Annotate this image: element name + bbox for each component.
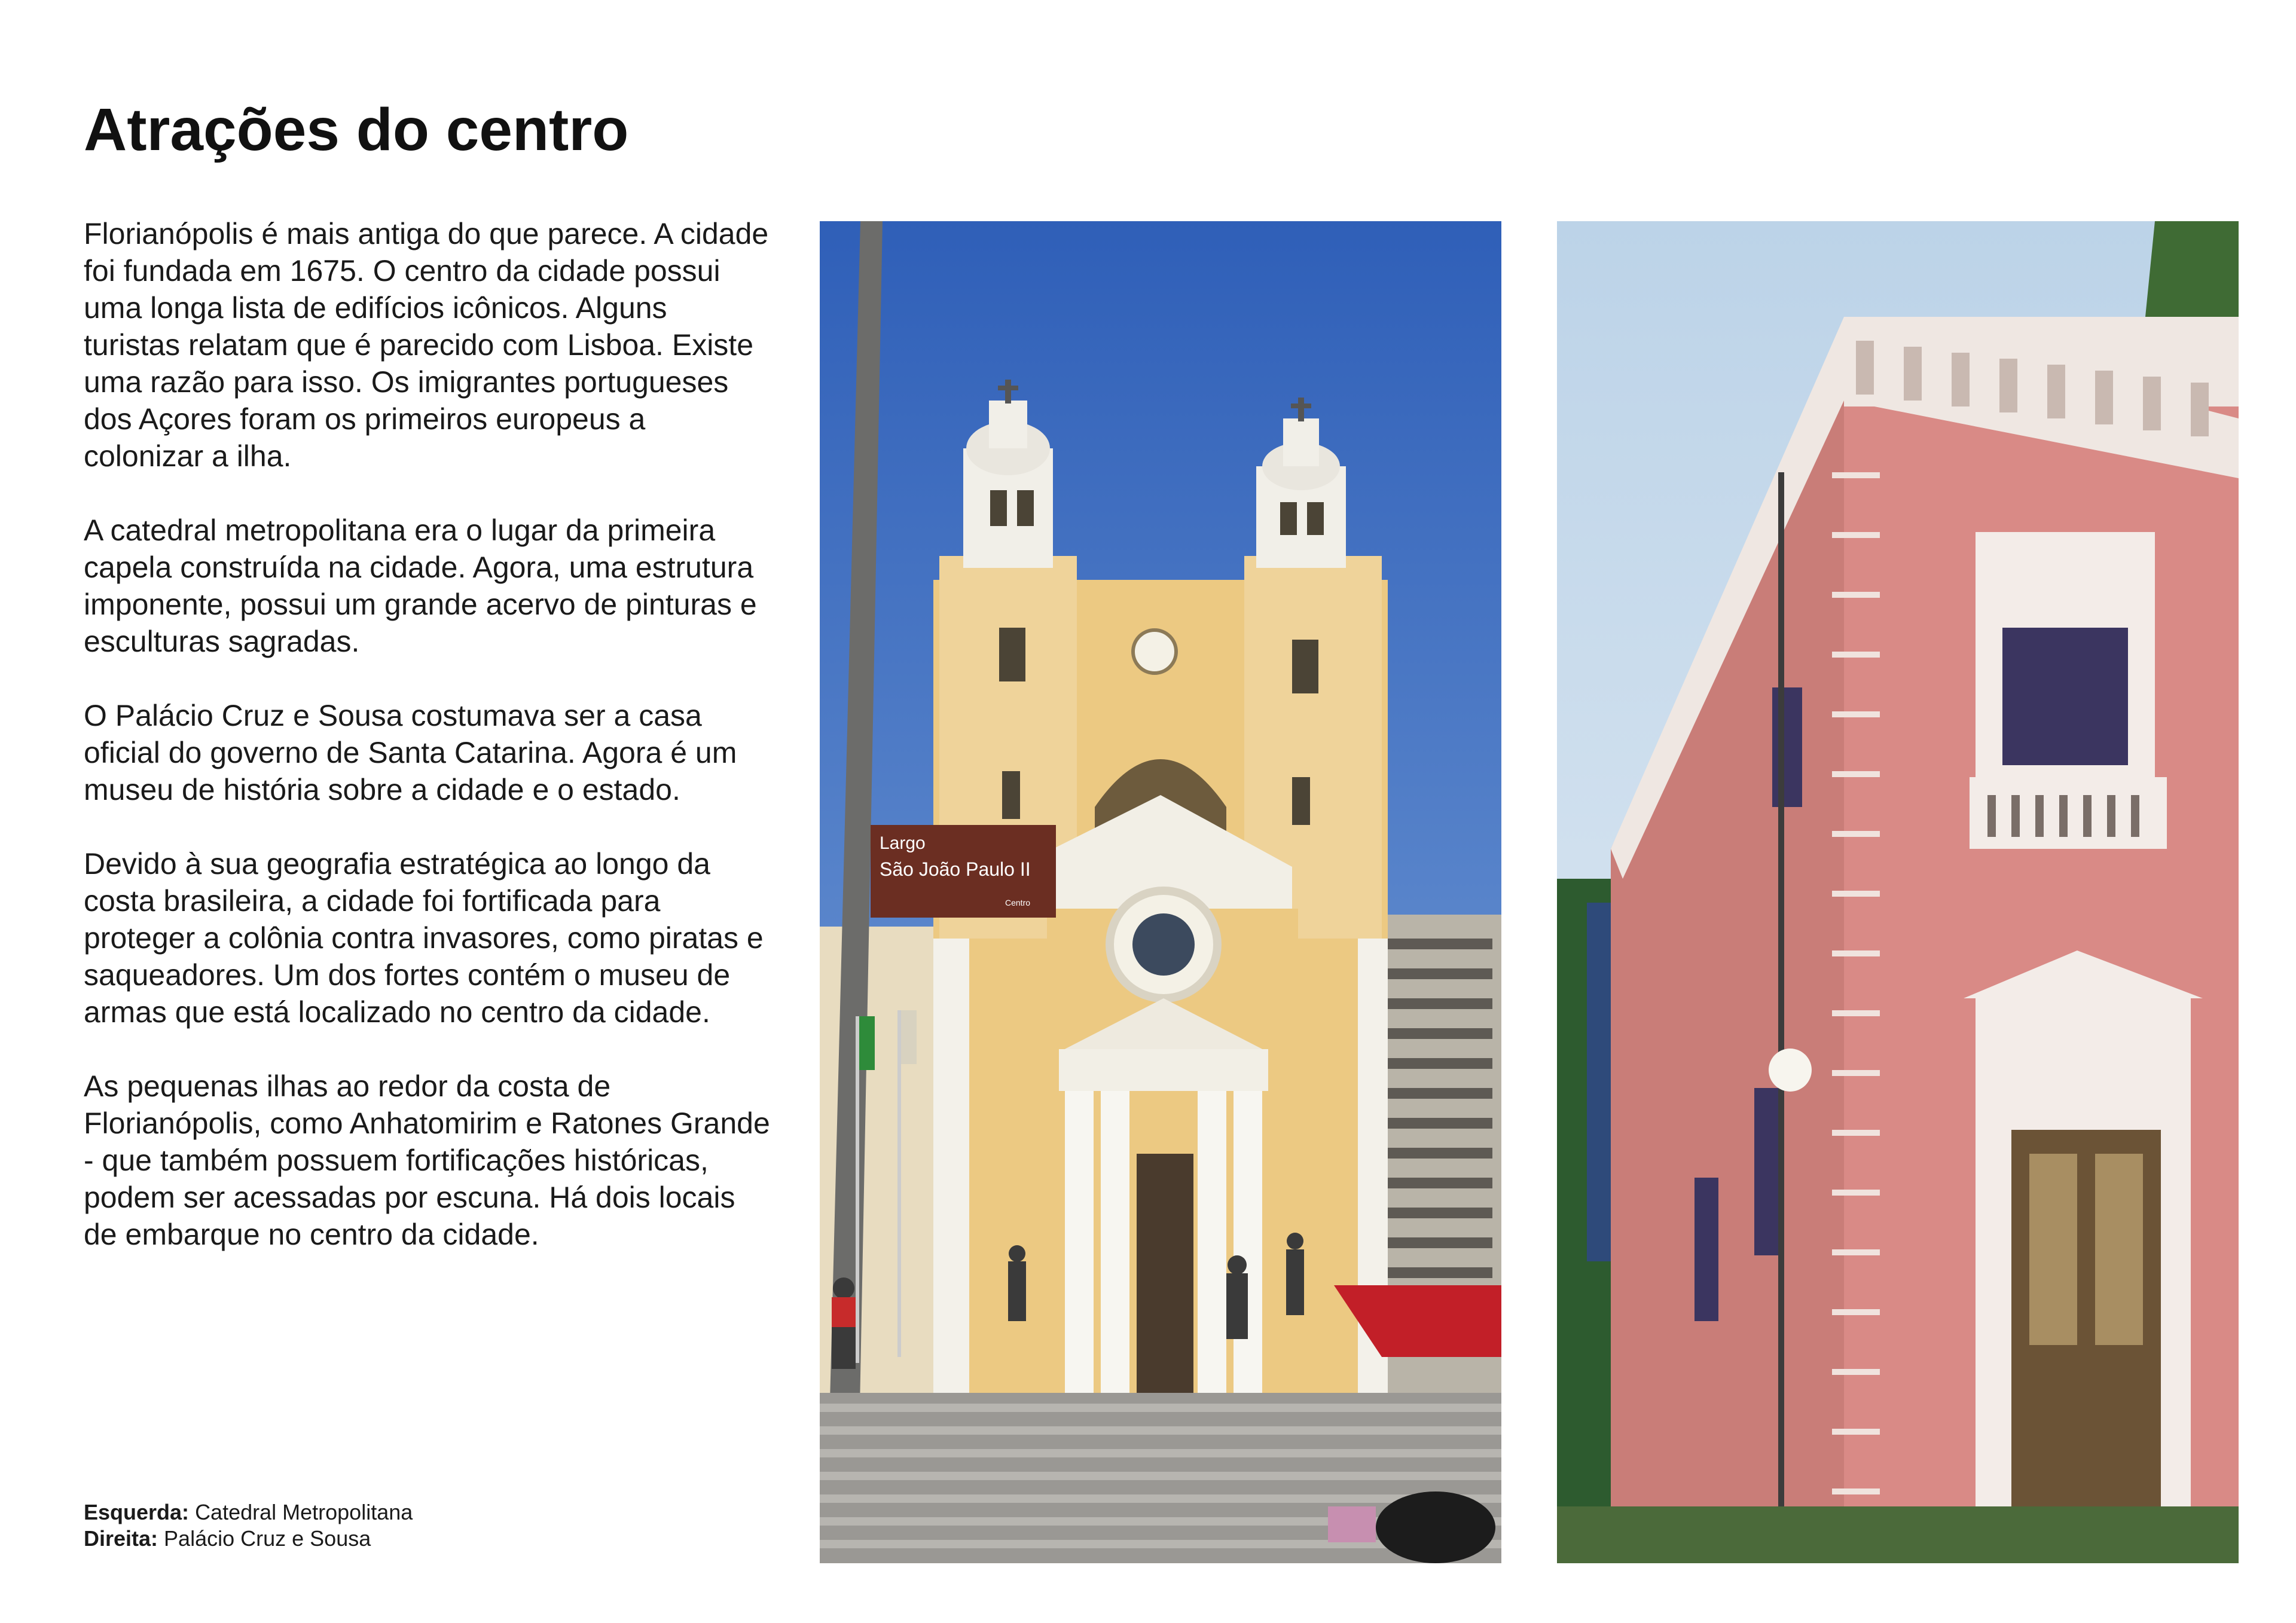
paragraph-cathedral: A catedral metropolitana era o lugar da primeira capela construída na cidade. Agora, uma estrutura imponente, possui um grande acervo de pinturas e esculturas sagradas. — [84, 514, 757, 658]
cathedral-photo — [820, 221, 1501, 1563]
cathedral-illustration — [820, 221, 1501, 1563]
palace-photo — [1557, 221, 2239, 1563]
article-body — [84, 215, 771, 1290]
sign-small: Centro — [1005, 898, 1031, 907]
paragraph-palace: O Palácio Cruz e Sousa costumava ser a casa oficial do governo de Santa Catarina. Agora é um museu de história sobre a cidade e o estado. — [84, 699, 737, 806]
caption-right-text: Palácio Cruz e Sousa — [164, 1526, 371, 1551]
palace-illustration — [1557, 221, 2239, 1563]
caption-right-label: Direita: — [84, 1526, 158, 1551]
caption-left-label: Esquerda: — [84, 1500, 190, 1524]
photo-captions — [84, 1499, 413, 1552]
caption-left-text: Catedral Metropolitana — [195, 1500, 413, 1524]
paragraph-islands: As pequenas ilhas ao redor da costa de Florianópolis, como Anhatomirim e Ratones Grande - que também possuem fortificações históricas, podem ser acessadas por escuna. Há dois locais de embarque no centro da cidade. — [84, 1069, 770, 1251]
sign-line1: Largo — [880, 833, 926, 853]
paragraph-fortifications: Devido à sua geografia estratégica ao longo da costa brasileira, a cidade foi fortificada para proteger a colônia contra invasores, como piratas e saqueadores. Um dos fortes contém o museu de armas que está localizado no centro da cidade. — [84, 847, 764, 1029]
caption-right — [84, 1526, 413, 1552]
sign-line2: São João Paulo II — [880, 858, 1031, 880]
page-title: Atrações do centro — [84, 96, 629, 163]
paragraph-history: Florianópolis é mais antiga do que parece. A cidade foi fundada em 1675. O centro da cidade possui uma longa lista de edifícios icônicos. Alguns turistas relatam que é parecido com Lisboa. Existe uma razão para isso. Os imigrantes portugueses dos Açores foram os primeiros europeus a colonizar a ilha. — [84, 217, 769, 473]
caption-left — [84, 1499, 413, 1526]
